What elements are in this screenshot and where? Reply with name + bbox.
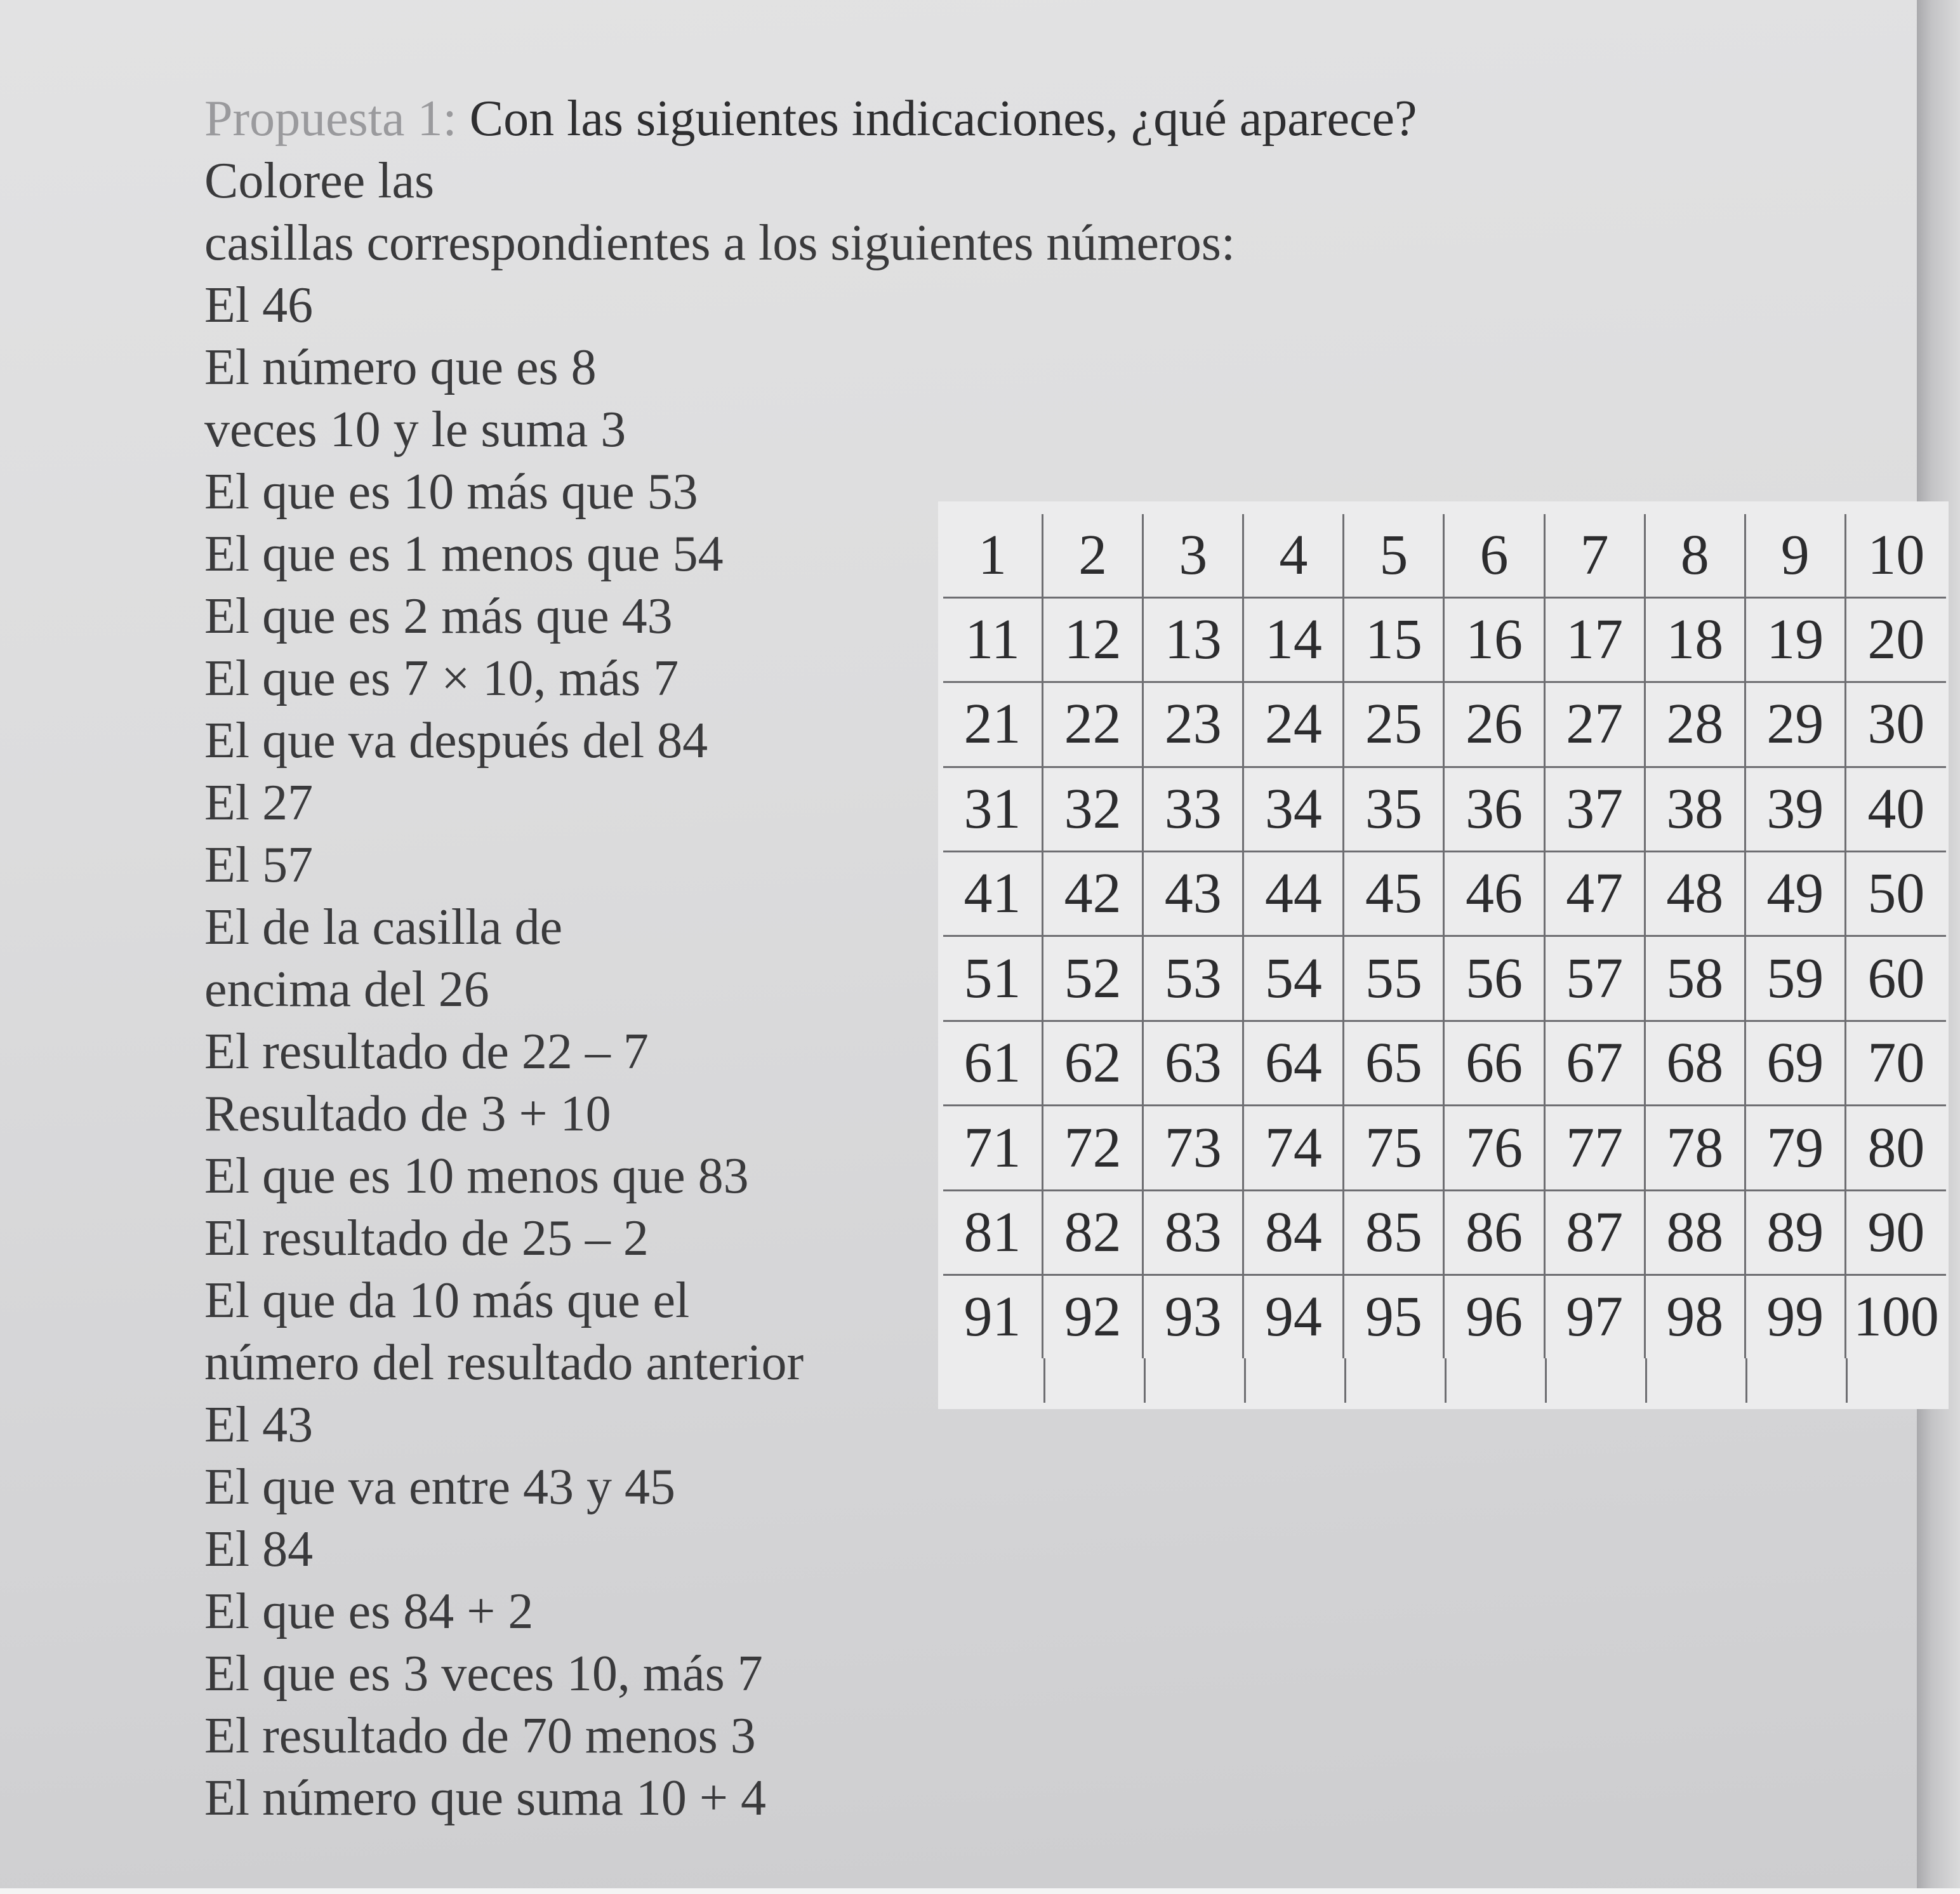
grid-row [943, 936, 1946, 1021]
grid-cell[interactable]: 34 [1243, 767, 1344, 851]
grid-cell[interactable]: 77 [1544, 1106, 1645, 1190]
grid-cell[interactable]: 40 [1845, 767, 1946, 851]
grid-cell[interactable]: 62 [1043, 1021, 1143, 1105]
grid-cell[interactable]: 59 [1745, 936, 1845, 1021]
grid-cell[interactable]: 87 [1544, 1190, 1645, 1275]
grid-cell[interactable]: 4 [1243, 514, 1344, 597]
grid-cell[interactable]: 73 [1143, 1106, 1243, 1190]
grid-cell[interactable]: 65 [1344, 1021, 1444, 1105]
grid-cell[interactable]: 30 [1845, 682, 1946, 767]
grid-cell[interactable]: 86 [1444, 1190, 1544, 1275]
grid-cell[interactable]: 37 [1544, 767, 1645, 851]
grid-cell[interactable]: 79 [1745, 1106, 1845, 1190]
grid-cell[interactable]: 98 [1645, 1275, 1745, 1358]
grid-cell[interactable]: 24 [1243, 682, 1344, 767]
instruction-line: El de la casilla de [204, 899, 563, 955]
grid-cell[interactable]: 33 [1143, 767, 1243, 851]
grid-cell[interactable]: 57 [1544, 936, 1645, 1021]
grid-cell[interactable]: 69 [1745, 1021, 1845, 1105]
grid-cell[interactable]: 15 [1344, 597, 1444, 682]
grid-cell[interactable]: 11 [943, 597, 1043, 682]
instruction-line: El que da 10 más que el [204, 1273, 690, 1328]
worksheet-title [204, 88, 1417, 150]
grid-cell[interactable]: 25 [1344, 682, 1444, 767]
grid-cell[interactable]: 95 [1344, 1275, 1444, 1358]
grid-cell[interactable]: 78 [1645, 1106, 1745, 1190]
grid-cell[interactable]: 47 [1544, 852, 1645, 936]
instruction-line: El 27 [204, 775, 314, 831]
grid-line-stub [1344, 1358, 1346, 1403]
grid-cell[interactable]: 22 [1043, 682, 1143, 767]
grid-cell[interactable]: 1 [978, 523, 1007, 586]
grid-cell[interactable]: 41 [943, 852, 1043, 936]
grid-cell[interactable]: 82 [1043, 1190, 1143, 1275]
grid-cell[interactable]: 26 [1444, 682, 1544, 767]
instruction-line: El que es 84 + 2 [204, 1584, 534, 1639]
grid-cell[interactable]: 93 [1143, 1275, 1243, 1358]
grid-cell[interactable]: 63 [1143, 1021, 1243, 1105]
grid-cell[interactable]: 58 [1645, 936, 1745, 1021]
grid-cell[interactable]: 91 [943, 1275, 1043, 1358]
instruction-line: El que es 10 más que 53 [204, 464, 698, 520]
grid-cell[interactable]: 39 [1745, 767, 1845, 851]
grid-cell[interactable]: 50 [1845, 852, 1946, 936]
grid-row [943, 514, 1946, 597]
grid-cell[interactable]: 67 [1544, 1021, 1645, 1105]
grid-row [943, 682, 1946, 767]
grid-cell[interactable]: 3 [1143, 514, 1243, 597]
grid-cell[interactable]: 7 [1544, 514, 1645, 597]
grid-cell[interactable]: 8 [1645, 514, 1745, 597]
grid-cell[interactable]: 51 [943, 936, 1043, 1021]
grid-cell[interactable]: 55 [1344, 936, 1444, 1021]
instruction-line: El que es 1 menos que 54 [204, 526, 724, 582]
grid-row [943, 1106, 1946, 1190]
grid-line-stub [1445, 1358, 1447, 1403]
grid-cell[interactable]: 12 [1043, 597, 1143, 682]
grid-cell[interactable]: 36 [1444, 767, 1544, 851]
hundred-grid-card [938, 501, 1949, 1409]
instruction-line: número del resultado anterior [204, 1335, 804, 1391]
grid-cell[interactable]: 45 [1344, 852, 1444, 936]
grid-cell[interactable]: 89 [1745, 1190, 1845, 1275]
grid-cell[interactable]: 75 [1344, 1106, 1444, 1190]
instruction-line: El resultado de 25 – 2 [204, 1210, 649, 1266]
grid-cell[interactable]: 32 [1043, 767, 1143, 851]
instruction-line: El 57 [204, 837, 314, 893]
grid-line-stub [1545, 1358, 1547, 1403]
instruction-line: casillas correspondientes a los siguientes números: [204, 215, 1236, 271]
title-question: Con las siguientes indicaciones, ¿qué aparece? [469, 91, 1417, 147]
grid-cell[interactable]: 21 [943, 682, 1043, 767]
grid-row [943, 1021, 1946, 1105]
grid-cell[interactable]: 27 [1544, 682, 1645, 767]
instruction-line: El que es 2 más que 43 [204, 588, 673, 644]
instruction-line: El que va después del 84 [204, 713, 708, 769]
grid-cell[interactable]: 18 [1645, 597, 1745, 682]
title-prefix: Propuesta 1: [204, 91, 457, 147]
grid-cell[interactable]: 74 [1243, 1106, 1344, 1190]
instruction-line: El número que suma 10 + 4 [204, 1770, 766, 1826]
grid-row [943, 1190, 1946, 1275]
instruction-line: Coloree las [204, 153, 435, 209]
grid-row [943, 852, 1946, 936]
grid-cell[interactable]: 2 [1043, 514, 1143, 597]
instruction-line: El número que es 8 [204, 340, 597, 395]
grid-cell[interactable]: 46 [1444, 852, 1544, 936]
grid-cell[interactable]: 85 [1344, 1190, 1444, 1275]
grid-cell[interactable]: 99 [1745, 1275, 1845, 1358]
grid-cell[interactable]: 71 [943, 1106, 1043, 1190]
grid-cell[interactable]: 43 [1143, 852, 1243, 936]
grid-cell[interactable]: 97 [1544, 1275, 1645, 1358]
instruction-line: El resultado de 22 – 7 [204, 1024, 649, 1080]
grid-cell[interactable]: 66 [1444, 1021, 1544, 1105]
instruction-line: El resultado de 70 menos 3 [204, 1708, 756, 1764]
grid-line-stub [1043, 1358, 1045, 1403]
grid-row [943, 1275, 1946, 1358]
grid-cell[interactable]: 17 [1544, 597, 1645, 682]
instruction-line: El que es 7 × 10, más 7 [204, 651, 679, 706]
grid-cell[interactable]: 68 [1645, 1021, 1745, 1105]
grid-cell[interactable]: 96 [1444, 1275, 1544, 1358]
grid-cell[interactable]: 53 [1143, 936, 1243, 1021]
bottom-strip [0, 1888, 1960, 1894]
grid-line-stub [1645, 1358, 1647, 1403]
grid-row [943, 767, 1946, 851]
instruction-line: Resultado de 3 + 10 [204, 1086, 611, 1142]
hundred-grid [943, 514, 1946, 1358]
grid-cell[interactable]: 28 [1645, 682, 1745, 767]
grid-cell[interactable]: 42 [1043, 852, 1143, 936]
grid-cell[interactable]: 38 [1645, 767, 1745, 851]
grid-cell[interactable]: 80 [1845, 1106, 1946, 1190]
grid-cell[interactable]: 14 [1243, 597, 1344, 682]
grid-cell[interactable]: 29 [1745, 682, 1845, 767]
grid-cell[interactable]: 23 [1143, 682, 1243, 767]
grid-cell[interactable]: 76 [1444, 1106, 1544, 1190]
grid-cell[interactable]: 44 [1243, 852, 1344, 936]
grid-line-stub [1846, 1358, 1848, 1403]
grid-cell[interactable]: 70 [1845, 1021, 1946, 1105]
instruction-line: El 43 [204, 1397, 314, 1453]
grid-cell[interactable]: 19 [1745, 597, 1845, 682]
grid-cell[interactable]: 56 [1444, 936, 1544, 1021]
grid-cell[interactable]: 49 [1745, 852, 1845, 936]
grid-cell[interactable]: 88 [1645, 1190, 1745, 1275]
grid-cell[interactable]: 60 [1845, 936, 1946, 1021]
grid-cell[interactable]: 54 [1243, 936, 1344, 1021]
instruction-line: veces 10 y le suma 3 [204, 402, 626, 458]
grid-cell[interactable]: 64 [1243, 1021, 1344, 1105]
instruction-line: El que va entre 43 y 45 [204, 1459, 675, 1515]
grid-cell[interactable]: 10 [1845, 514, 1946, 597]
grid-cell[interactable]: 20 [1845, 597, 1946, 682]
grid-cell[interactable]: 83 [1143, 1190, 1243, 1275]
grid-row [943, 597, 1946, 682]
grid-cell[interactable]: 5 [1344, 514, 1444, 597]
grid-cell[interactable]: 13 [1143, 597, 1243, 682]
grid-cell[interactable]: 81 [943, 1190, 1043, 1275]
grid-cell[interactable]: 31 [943, 767, 1043, 851]
grid-cell[interactable]: 61 [943, 1021, 1043, 1105]
grid-cell[interactable]: 48 [1645, 852, 1745, 936]
grid-line-stub [1745, 1358, 1747, 1403]
instruction-line: encima del 26 [204, 962, 489, 1017]
instruction-line: El 46 [204, 277, 314, 333]
instruction-line: El 84 [204, 1521, 314, 1577]
instruction-line: El que es 10 menos que 83 [204, 1148, 749, 1204]
grid-cell[interactable]: 35 [1344, 767, 1444, 851]
grid-cell[interactable]: 9 [1745, 514, 1845, 597]
grid-line-stub [1144, 1358, 1146, 1403]
grid-cell[interactable]: 90 [1845, 1190, 1946, 1275]
grid-cell[interactable]: 52 [1043, 936, 1143, 1021]
grid-cell[interactable]: 84 [1243, 1190, 1344, 1275]
grid-cell[interactable]: 92 [1043, 1275, 1143, 1358]
grid-cell[interactable]: 94 [1243, 1275, 1344, 1358]
instruction-line: El que es 3 veces 10, más 7 [204, 1646, 763, 1702]
grid-line-stub [1244, 1358, 1246, 1403]
grid-cell[interactable]: 100 [1845, 1275, 1946, 1358]
grid-cell[interactable]: 6 [1444, 514, 1544, 597]
grid-cell[interactable]: 72 [1043, 1106, 1143, 1190]
grid-cell[interactable]: 16 [1444, 597, 1544, 682]
